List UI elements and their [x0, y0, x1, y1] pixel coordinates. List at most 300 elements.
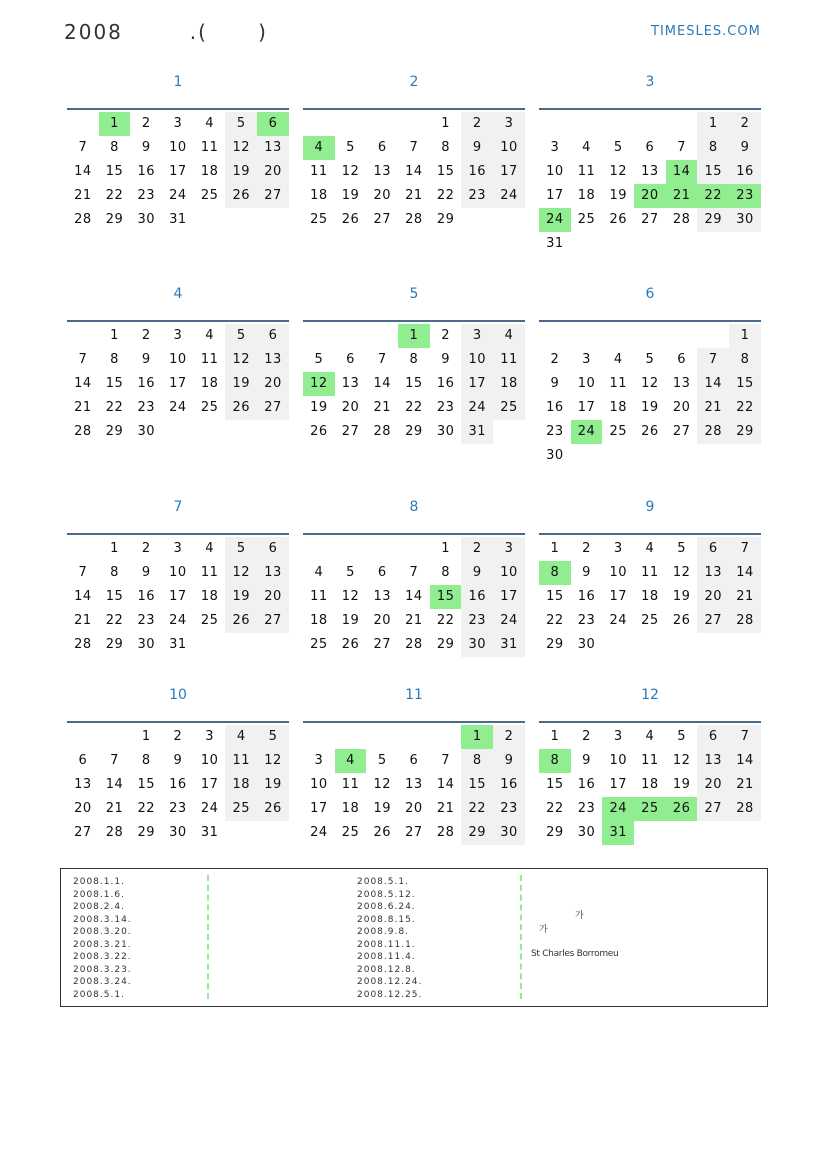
day-cell[interactable]: 16 — [436, 376, 455, 391]
day-cell[interactable]: 3 — [613, 729, 623, 744]
day-cell[interactable]: 7 — [409, 565, 419, 580]
day-cell[interactable]: 18 — [310, 613, 328, 628]
day-cell[interactable]: 6 — [697, 537, 729, 561]
day-cell[interactable]: 22 — [137, 801, 155, 816]
day-cell[interactable]: 15 — [105, 164, 124, 179]
day-cell[interactable]: 17 — [609, 589, 627, 604]
day-cell[interactable]: 14 — [373, 376, 391, 391]
day-cell[interactable]: 31 — [546, 236, 564, 251]
day-cell[interactable]: 22 — [105, 188, 124, 203]
day-cell[interactable]: 9 — [441, 352, 450, 367]
day-cell[interactable]: 31 — [461, 420, 493, 444]
day-cell[interactable]: 17 — [169, 376, 187, 391]
day-cell[interactable]: 19 — [373, 801, 391, 816]
day-cell[interactable]: 23 — [169, 801, 187, 816]
day-cell[interactable]: 15 — [729, 372, 761, 396]
day-cell[interactable]: 16 — [546, 400, 564, 415]
day-cell[interactable]: 29 — [546, 825, 564, 840]
day-cell[interactable]: 9 — [461, 561, 493, 585]
day-cell[interactable]: 5 — [645, 352, 655, 367]
day-cell[interactable]: 9 — [550, 376, 560, 391]
day-cell[interactable]: 9 — [582, 565, 591, 580]
day-cell[interactable]: 16 — [729, 160, 761, 184]
day-cell[interactable]: 21 — [373, 400, 391, 415]
day-cell[interactable]: 2 — [441, 328, 450, 343]
day-cell[interactable]: 8 — [409, 352, 419, 367]
day-cell[interactable]: 28 — [729, 609, 761, 633]
holiday-day-cell[interactable]: 1 — [461, 725, 493, 749]
day-cell[interactable]: 10 — [169, 565, 187, 580]
day-cell[interactable]: 24 — [200, 801, 219, 816]
day-cell[interactable]: 26 — [672, 613, 691, 628]
day-cell[interactable]: 17 — [200, 777, 219, 792]
day-cell[interactable]: 17 — [609, 777, 627, 792]
day-cell[interactable]: 17 — [493, 160, 525, 184]
day-cell[interactable]: 5 — [225, 537, 257, 561]
day-cell[interactable]: 7 — [409, 140, 419, 155]
day-cell[interactable]: 4 — [645, 729, 655, 744]
day-cell[interactable]: 22 — [461, 797, 493, 821]
day-cell[interactable]: 26 — [609, 212, 627, 227]
day-cell[interactable]: 17 — [577, 400, 596, 415]
day-cell[interactable]: 3 — [493, 537, 525, 561]
day-cell[interactable]: 14 — [729, 749, 761, 773]
day-cell[interactable]: 12 — [609, 164, 627, 179]
day-cell[interactable]: 13 — [257, 136, 289, 160]
day-cell[interactable]: 6 — [409, 753, 419, 768]
day-cell[interactable]: 27 — [672, 424, 691, 439]
day-cell[interactable]: 29 — [436, 212, 455, 227]
day-cell[interactable]: 12 — [672, 565, 691, 580]
day-cell[interactable]: 30 — [729, 208, 761, 232]
day-cell[interactable]: 7 — [677, 140, 686, 155]
day-cell[interactable]: 29 — [461, 821, 493, 845]
day-cell[interactable]: 3 — [461, 324, 493, 348]
day-cell[interactable]: 12 — [641, 376, 659, 391]
day-cell[interactable]: 26 — [341, 212, 360, 227]
day-cell[interactable]: 29 — [105, 212, 124, 227]
day-cell[interactable]: 8 — [141, 753, 151, 768]
day-cell[interactable]: 13 — [341, 376, 360, 391]
day-cell[interactable]: 28 — [672, 212, 691, 227]
holiday-day-cell[interactable]: 12 — [303, 372, 335, 396]
day-cell[interactable]: 18 — [577, 188, 596, 203]
day-cell[interactable]: 22 — [436, 188, 455, 203]
day-cell[interactable]: 30 — [546, 448, 564, 463]
day-cell[interactable]: 22 — [546, 613, 564, 628]
day-cell[interactable]: 11 — [200, 565, 219, 580]
day-cell[interactable]: 23 — [137, 613, 155, 628]
day-cell[interactable]: 11 — [310, 164, 328, 179]
day-cell[interactable]: 2 — [461, 537, 493, 561]
day-cell[interactable]: 6 — [697, 725, 729, 749]
day-cell[interactable]: 12 — [225, 136, 257, 160]
day-cell[interactable]: 23 — [137, 400, 155, 415]
day-cell[interactable]: 11 — [200, 352, 219, 367]
day-cell[interactable]: 3 — [613, 541, 623, 556]
day-cell[interactable]: 14 — [729, 561, 761, 585]
day-cell[interactable]: 22 — [729, 396, 761, 420]
day-cell[interactable]: 25 — [310, 212, 328, 227]
day-cell[interactable]: 30 — [137, 637, 155, 652]
day-cell[interactable]: 19 — [672, 777, 691, 792]
day-cell[interactable]: 20 — [257, 160, 289, 184]
day-cell[interactable]: 18 — [225, 773, 257, 797]
day-cell[interactable]: 7 — [441, 753, 450, 768]
day-cell[interactable]: 11 — [609, 376, 627, 391]
day-cell[interactable]: 2 — [582, 729, 591, 744]
day-cell[interactable]: 18 — [341, 801, 360, 816]
day-cell[interactable]: 10 — [609, 565, 627, 580]
day-cell[interactable]: 2 — [141, 541, 151, 556]
day-cell[interactable]: 3 — [205, 729, 214, 744]
day-cell[interactable]: 23 — [493, 797, 525, 821]
day-cell[interactable]: 16 — [137, 376, 155, 391]
day-cell[interactable]: 1 — [110, 541, 119, 556]
day-cell[interactable]: 14 — [74, 164, 92, 179]
day-cell[interactable]: 28 — [74, 637, 92, 652]
day-cell[interactable]: 30 — [436, 424, 455, 439]
day-cell[interactable]: 20 — [257, 585, 289, 609]
day-cell[interactable]: 13 — [74, 777, 92, 792]
day-cell[interactable]: 12 — [341, 589, 360, 604]
day-cell[interactable]: 23 — [461, 184, 493, 208]
day-cell[interactable]: 4 — [493, 324, 525, 348]
day-cell[interactable]: 2 — [141, 328, 151, 343]
day-cell[interactable]: 1 — [697, 112, 729, 136]
day-cell[interactable]: 10 — [577, 376, 596, 391]
day-cell[interactable]: 6 — [257, 324, 289, 348]
day-cell[interactable]: 21 — [405, 613, 423, 628]
day-cell[interactable]: 30 — [169, 825, 187, 840]
day-cell[interactable]: 8 — [110, 352, 119, 367]
day-cell[interactable]: 3 — [173, 116, 183, 131]
brand-logo-text[interactable]: TIMESLES.COM — [651, 24, 761, 39]
day-cell[interactable]: 24 — [493, 609, 525, 633]
day-cell[interactable]: 14 — [105, 777, 124, 792]
day-cell[interactable]: 15 — [546, 589, 564, 604]
holiday-day-cell[interactable]: 1 — [99, 112, 131, 136]
day-cell[interactable]: 19 — [225, 372, 257, 396]
holiday-day-cell[interactable]: 24 — [539, 208, 571, 232]
day-cell[interactable]: 10 — [609, 753, 627, 768]
day-cell[interactable]: 29 — [105, 637, 124, 652]
day-cell[interactable]: 23 — [137, 188, 155, 203]
day-cell[interactable]: 7 — [377, 352, 387, 367]
holiday-day-cell[interactable]: 22 — [697, 184, 729, 208]
day-cell[interactable]: 26 — [225, 609, 257, 633]
day-cell[interactable]: 1 — [441, 541, 450, 556]
day-cell[interactable]: 31 — [169, 637, 187, 652]
day-cell[interactable]: 17 — [310, 801, 328, 816]
day-cell[interactable]: 2 — [461, 112, 493, 136]
holiday-day-cell[interactable]: 26 — [666, 797, 698, 821]
holiday-day-cell[interactable]: 14 — [666, 160, 698, 184]
day-cell[interactable]: 9 — [461, 136, 493, 160]
day-cell[interactable]: 10 — [200, 753, 219, 768]
day-cell[interactable]: 26 — [373, 825, 391, 840]
day-cell[interactable]: 5 — [377, 753, 387, 768]
day-cell[interactable]: 25 — [225, 797, 257, 821]
day-cell[interactable]: 18 — [641, 777, 659, 792]
day-cell[interactable]: 31 — [169, 212, 187, 227]
day-cell[interactable]: 19 — [225, 160, 257, 184]
day-cell[interactable]: 21 — [729, 585, 761, 609]
day-cell[interactable]: 16 — [461, 585, 493, 609]
day-cell[interactable]: 2 — [550, 352, 560, 367]
day-cell[interactable]: 28 — [436, 825, 455, 840]
holiday-day-cell[interactable]: 8 — [539, 749, 571, 773]
day-cell[interactable]: 15 — [405, 376, 423, 391]
day-cell[interactable]: 14 — [74, 589, 92, 604]
day-cell[interactable]: 23 — [577, 613, 596, 628]
day-cell[interactable]: 20 — [405, 801, 423, 816]
day-cell[interactable]: 25 — [200, 188, 219, 203]
holiday-day-cell[interactable]: 24 — [602, 797, 634, 821]
day-cell[interactable]: 13 — [373, 164, 391, 179]
day-cell[interactable]: 25 — [341, 825, 360, 840]
day-cell[interactable]: 28 — [405, 637, 423, 652]
day-cell[interactable]: 25 — [493, 396, 525, 420]
day-cell[interactable]: 21 — [436, 801, 455, 816]
day-cell[interactable]: 27 — [697, 609, 729, 633]
day-cell[interactable]: 26 — [641, 424, 659, 439]
holiday-day-cell[interactable]: 23 — [729, 184, 761, 208]
day-cell[interactable]: 19 — [225, 585, 257, 609]
day-cell[interactable]: 31 — [200, 825, 219, 840]
day-cell[interactable]: 1 — [141, 729, 151, 744]
day-cell[interactable]: 6 — [377, 140, 387, 155]
day-cell[interactable]: 15 — [546, 777, 564, 792]
day-cell[interactable]: 28 — [697, 420, 729, 444]
day-cell[interactable]: 6 — [78, 753, 88, 768]
day-cell[interactable]: 11 — [341, 777, 360, 792]
day-cell[interactable]: 5 — [613, 140, 623, 155]
day-cell[interactable]: 27 — [405, 825, 423, 840]
day-cell[interactable]: 24 — [169, 613, 187, 628]
day-cell[interactable]: 15 — [105, 589, 124, 604]
day-cell[interactable]: 26 — [225, 396, 257, 420]
day-cell[interactable]: 8 — [441, 565, 450, 580]
day-cell[interactable]: 27 — [373, 637, 391, 652]
day-cell[interactable]: 25 — [200, 400, 219, 415]
day-cell[interactable]: 11 — [493, 348, 525, 372]
day-cell[interactable]: 4 — [613, 352, 623, 367]
day-cell[interactable]: 27 — [257, 396, 289, 420]
day-cell[interactable]: 24 — [493, 184, 525, 208]
day-cell[interactable]: 9 — [493, 749, 525, 773]
day-cell[interactable]: 23 — [461, 609, 493, 633]
day-cell[interactable]: 18 — [609, 400, 627, 415]
day-cell[interactable]: 9 — [173, 753, 183, 768]
day-cell[interactable]: 21 — [405, 188, 423, 203]
day-cell[interactable]: 29 — [546, 637, 564, 652]
day-cell[interactable]: 28 — [74, 424, 92, 439]
day-cell[interactable]: 4 — [582, 140, 591, 155]
day-cell[interactable]: 19 — [609, 188, 627, 203]
day-cell[interactable]: 14 — [405, 164, 423, 179]
day-cell[interactable]: 27 — [373, 212, 391, 227]
day-cell[interactable]: 30 — [493, 821, 525, 845]
day-cell[interactable]: 4 — [205, 328, 214, 343]
day-cell[interactable]: 19 — [341, 188, 360, 203]
day-cell[interactable]: 15 — [461, 773, 493, 797]
day-cell[interactable]: 28 — [405, 212, 423, 227]
day-cell[interactable]: 25 — [641, 613, 659, 628]
day-cell[interactable]: 30 — [577, 637, 596, 652]
day-cell[interactable]: 14 — [74, 376, 92, 391]
day-cell[interactable]: 5 — [225, 112, 257, 136]
day-cell[interactable]: 13 — [641, 164, 659, 179]
day-cell[interactable]: 28 — [105, 825, 124, 840]
holiday-day-cell[interactable]: 21 — [666, 184, 698, 208]
day-cell[interactable]: 14 — [436, 777, 455, 792]
day-cell[interactable]: 7 — [110, 753, 119, 768]
day-cell[interactable]: 28 — [373, 424, 391, 439]
day-cell[interactable]: 29 — [105, 424, 124, 439]
day-cell[interactable]: 9 — [582, 753, 591, 768]
day-cell[interactable]: 9 — [141, 140, 151, 155]
day-cell[interactable]: 14 — [697, 372, 729, 396]
day-cell[interactable]: 24 — [169, 400, 187, 415]
day-cell[interactable]: 3 — [173, 328, 183, 343]
day-cell[interactable]: 4 — [205, 541, 214, 556]
day-cell[interactable]: 9 — [729, 136, 761, 160]
day-cell[interactable]: 16 — [577, 589, 596, 604]
day-cell[interactable]: 23 — [546, 424, 564, 439]
day-cell[interactable]: 4 — [205, 116, 214, 131]
day-cell[interactable]: 18 — [200, 376, 219, 391]
day-cell[interactable]: 16 — [461, 160, 493, 184]
day-cell[interactable]: 10 — [493, 136, 525, 160]
holiday-day-cell[interactable]: 8 — [539, 561, 571, 585]
day-cell[interactable]: 22 — [105, 400, 124, 415]
day-cell[interactable]: 21 — [697, 396, 729, 420]
day-cell[interactable]: 20 — [697, 585, 729, 609]
day-cell[interactable]: 17 — [461, 372, 493, 396]
day-cell[interactable]: 22 — [405, 400, 423, 415]
day-cell[interactable]: 7 — [729, 537, 761, 561]
day-cell[interactable]: 3 — [582, 352, 591, 367]
day-cell[interactable]: 12 — [225, 561, 257, 585]
day-cell[interactable]: 11 — [641, 753, 659, 768]
day-cell[interactable]: 25 — [609, 424, 627, 439]
holiday-day-cell[interactable]: 31 — [602, 821, 634, 845]
day-cell[interactable]: 13 — [373, 589, 391, 604]
holiday-day-cell[interactable]: 4 — [335, 749, 367, 773]
day-cell[interactable]: 20 — [341, 400, 360, 415]
day-cell[interactable]: 18 — [310, 188, 328, 203]
day-cell[interactable]: 13 — [257, 348, 289, 372]
day-cell[interactable]: 22 — [546, 801, 564, 816]
day-cell[interactable]: 3 — [550, 140, 560, 155]
day-cell[interactable]: 19 — [257, 773, 289, 797]
day-cell[interactable]: 25 — [577, 212, 596, 227]
day-cell[interactable]: 1 — [550, 541, 560, 556]
day-cell[interactable]: 8 — [729, 348, 761, 372]
day-cell[interactable]: 24 — [609, 613, 627, 628]
day-cell[interactable]: 27 — [257, 184, 289, 208]
day-cell[interactable]: 4 — [314, 565, 324, 580]
day-cell[interactable]: 5 — [677, 541, 686, 556]
day-cell[interactable]: 8 — [110, 140, 119, 155]
day-cell[interactable]: 18 — [493, 372, 525, 396]
day-cell[interactable]: 27 — [697, 797, 729, 821]
day-cell[interactable]: 21 — [74, 188, 92, 203]
holiday-day-cell[interactable]: 24 — [571, 420, 603, 444]
day-cell[interactable]: 10 — [546, 164, 564, 179]
day-cell[interactable]: 21 — [74, 400, 92, 415]
day-cell[interactable]: 1 — [110, 328, 119, 343]
day-cell[interactable]: 14 — [405, 589, 423, 604]
day-cell[interactable]: 19 — [341, 613, 360, 628]
day-cell[interactable]: 10 — [461, 348, 493, 372]
day-cell[interactable]: 15 — [137, 777, 155, 792]
day-cell[interactable]: 29 — [697, 208, 729, 232]
day-cell[interactable]: 21 — [74, 613, 92, 628]
day-cell[interactable]: 18 — [200, 589, 219, 604]
day-cell[interactable]: 6 — [377, 565, 387, 580]
day-cell[interactable]: 6 — [257, 537, 289, 561]
day-cell[interactable]: 29 — [137, 825, 155, 840]
day-cell[interactable]: 7 — [78, 565, 88, 580]
day-cell[interactable]: 18 — [641, 589, 659, 604]
day-cell[interactable]: 2 — [729, 112, 761, 136]
day-cell[interactable]: 15 — [105, 376, 124, 391]
day-cell[interactable]: 13 — [697, 749, 729, 773]
holiday-day-cell[interactable]: 25 — [634, 797, 666, 821]
day-cell[interactable]: 5 — [677, 729, 686, 744]
day-cell[interactable]: 22 — [105, 613, 124, 628]
day-cell[interactable]: 4 — [645, 541, 655, 556]
day-cell[interactable]: 11 — [577, 164, 596, 179]
day-cell[interactable]: 7 — [78, 140, 88, 155]
day-cell[interactable]: 12 — [225, 348, 257, 372]
day-cell[interactable]: 28 — [74, 212, 92, 227]
day-cell[interactable]: 20 — [672, 400, 691, 415]
day-cell[interactable]: 15 — [697, 160, 729, 184]
day-cell[interactable]: 5 — [346, 140, 355, 155]
day-cell[interactable]: 29 — [436, 637, 455, 652]
day-cell[interactable]: 5 — [225, 324, 257, 348]
day-cell[interactable]: 2 — [582, 541, 591, 556]
day-cell[interactable]: 11 — [310, 589, 328, 604]
day-cell[interactable]: 27 — [641, 212, 659, 227]
day-cell[interactable]: 5 — [257, 725, 289, 749]
day-cell[interactable]: 1 — [550, 729, 560, 744]
day-cell[interactable]: 10 — [310, 777, 328, 792]
day-cell[interactable]: 29 — [405, 424, 423, 439]
day-cell[interactable]: 11 — [641, 565, 659, 580]
day-cell[interactable]: 16 — [493, 773, 525, 797]
day-cell[interactable]: 28 — [729, 797, 761, 821]
day-cell[interactable]: 12 — [672, 753, 691, 768]
day-cell[interactable]: 8 — [461, 749, 493, 773]
day-cell[interactable]: 3 — [314, 753, 324, 768]
day-cell[interactable]: 25 — [310, 637, 328, 652]
day-cell[interactable]: 29 — [729, 420, 761, 444]
day-cell[interactable]: 24 — [461, 396, 493, 420]
day-cell[interactable]: 12 — [341, 164, 360, 179]
day-cell[interactable]: 27 — [341, 424, 360, 439]
holiday-day-cell[interactable]: 20 — [634, 184, 666, 208]
day-cell[interactable]: 5 — [314, 352, 324, 367]
day-cell[interactable]: 22 — [436, 613, 455, 628]
day-cell[interactable]: 2 — [141, 116, 151, 131]
day-cell[interactable]: 20 — [373, 613, 391, 628]
day-cell[interactable]: 2 — [173, 729, 183, 744]
day-cell[interactable]: 20 — [74, 801, 92, 816]
